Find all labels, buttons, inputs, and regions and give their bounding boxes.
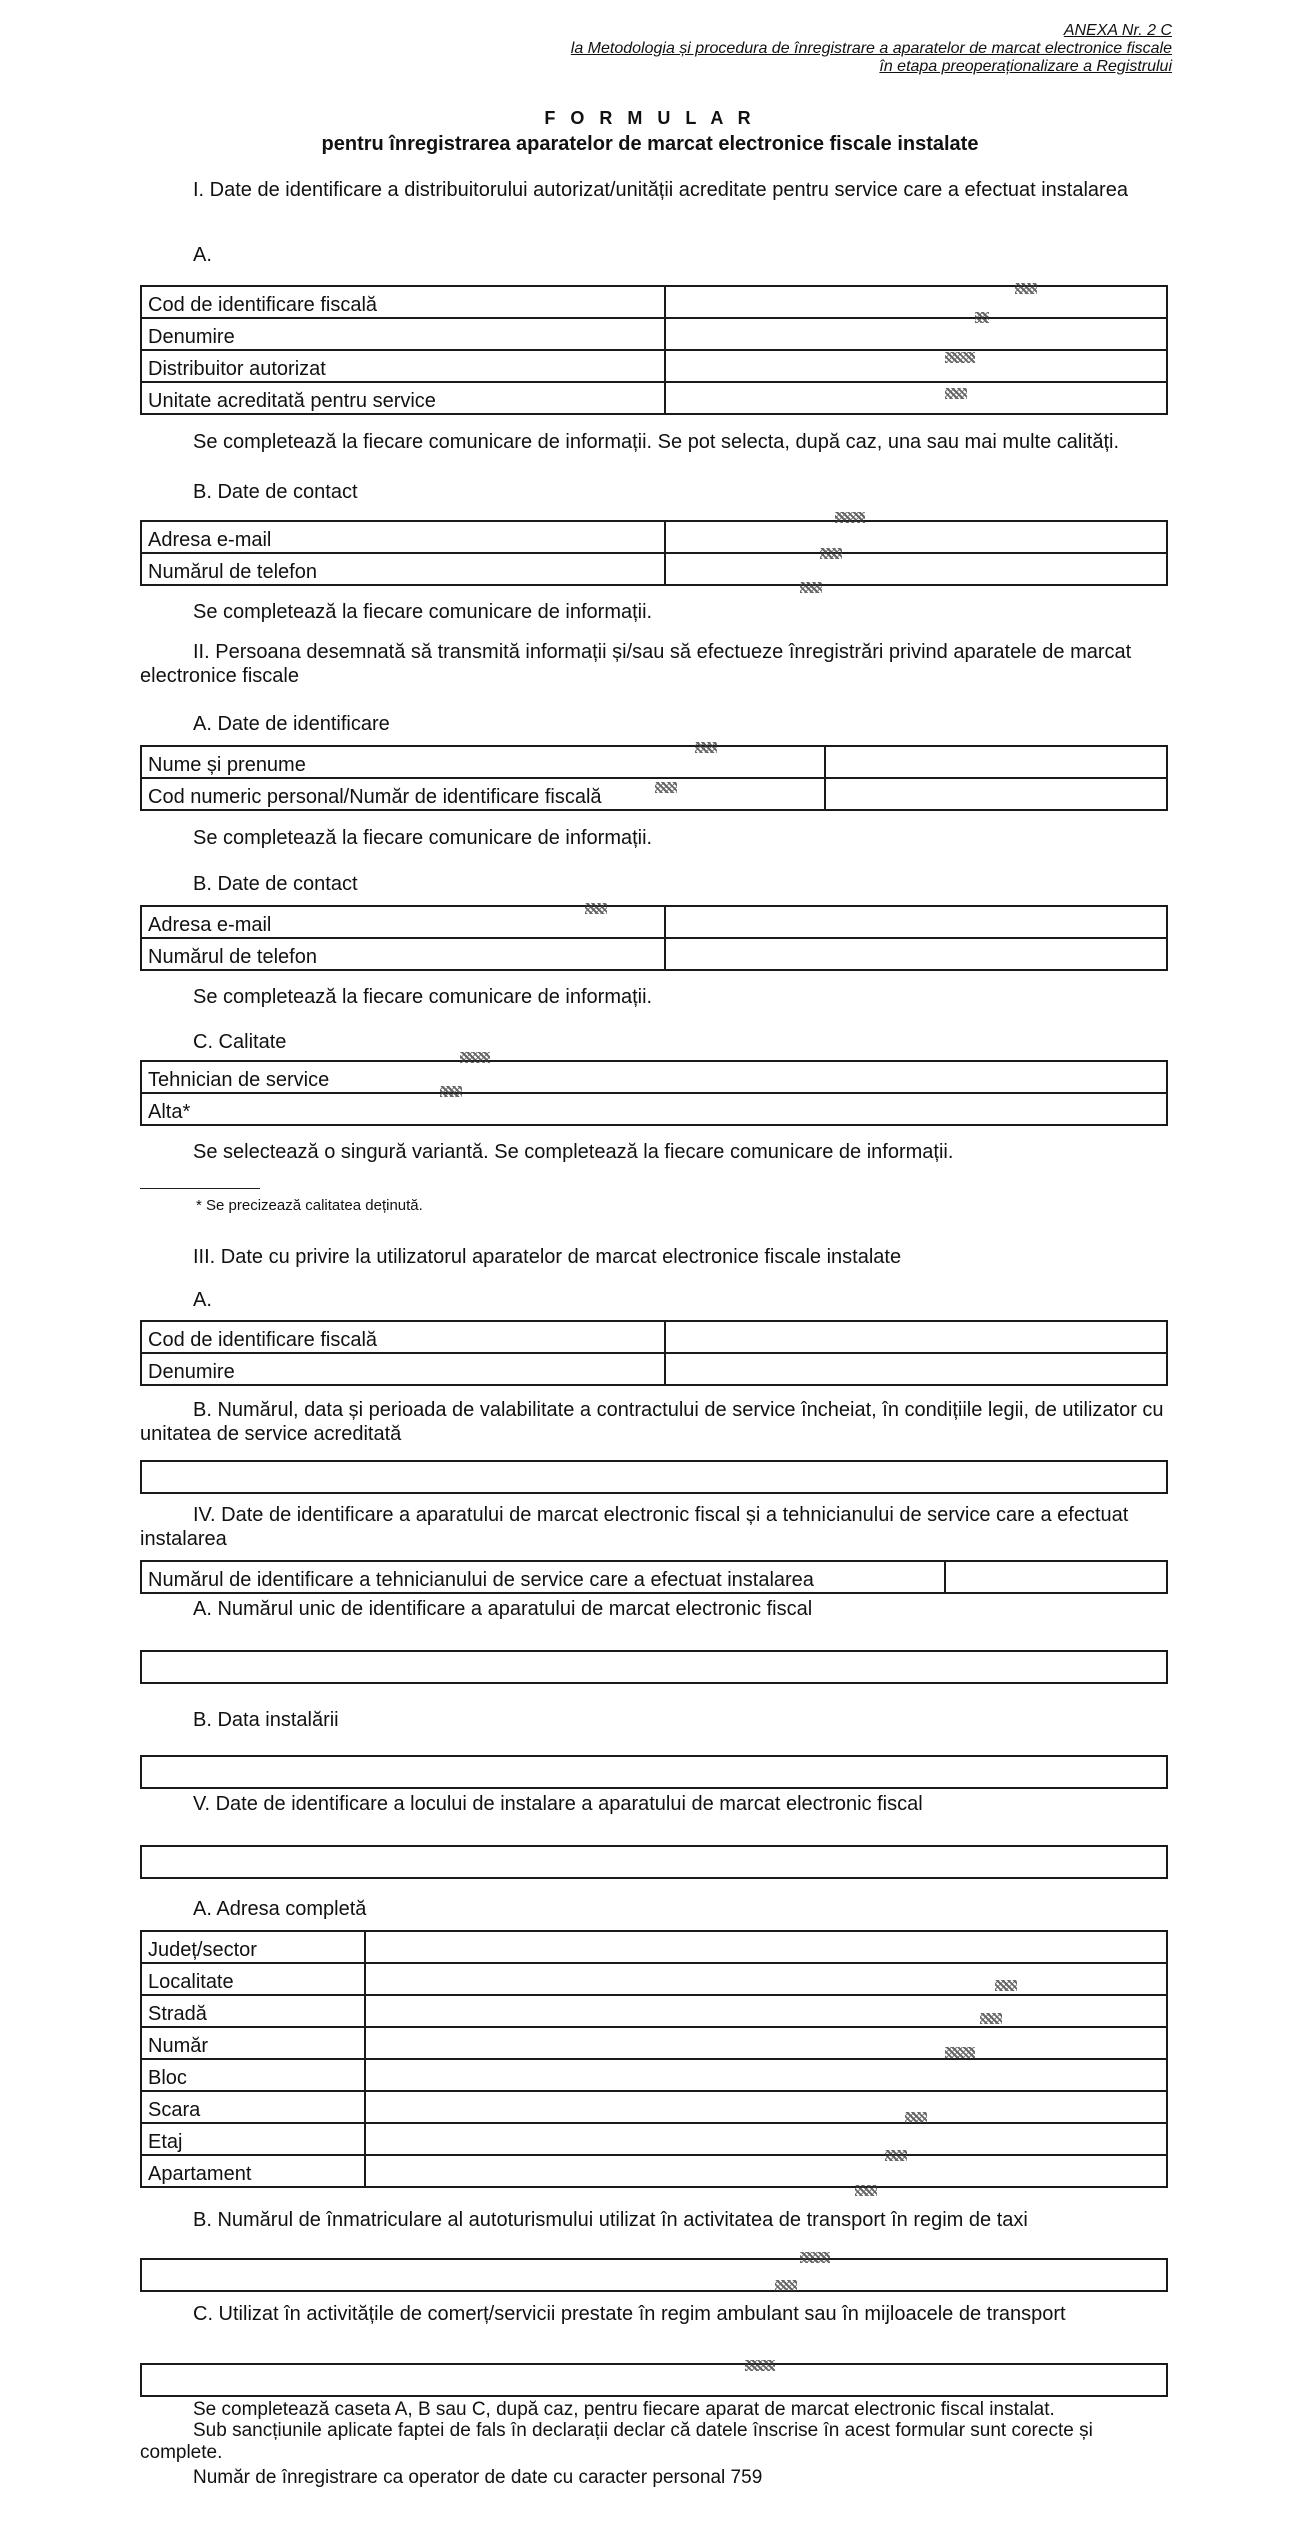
scan-speckle (980, 2013, 1002, 2024)
technician-id-table (140, 1560, 1168, 1594)
scan-speckle (1015, 283, 1037, 294)
floor-label: Etaj (141, 2123, 365, 2155)
service-technician-option[interactable]: Tehnician de service (141, 1061, 1167, 1093)
person-phone-field[interactable] (665, 938, 1167, 970)
scan-speckle (945, 2047, 975, 2058)
street-label: Stradă (141, 1995, 365, 2027)
apartment-label: Apartament (141, 2155, 365, 2187)
section-3b-label: B. Numărul, data și perioada de valabilitate a contractului de service încheiat, în condițiile legii, de utilizator cu unitatea de service acreditată (140, 1399, 1164, 1445)
section-4a-label: A. Numărul unic de identificare a aparatului de marcat electronic fiscal (193, 1598, 813, 1620)
authorized-distributor-label: Distribuitor autorizat (141, 350, 665, 382)
scan-speckle (695, 742, 717, 753)
personal-code-label: Cod numeric personal/Număr de identificare fiscală (141, 778, 825, 810)
installation-date-field[interactable] (140, 1755, 1168, 1789)
other-quality-option[interactable]: Alta* (141, 1093, 1167, 1125)
section-1-title: I. Date de identificare a distribuitorului autorizat/unității acreditate pentru service care a efectuat instalarea (193, 179, 1128, 201)
section-2b-note: Se completează la fiecare comunicare de informații. (193, 986, 653, 1008)
person-email-field[interactable] (665, 906, 1167, 938)
user-name-label: Denumire (141, 1353, 665, 1385)
county-label: Județ/sector (141, 1931, 365, 1963)
person-email-label: Adresa e-mail (141, 906, 665, 938)
closing-instruction: Se completează caseta A, B sau C, după caz, pentru fiecare aparat de marcat electronic fiscal instalat. (193, 2399, 1055, 2420)
email-field[interactable] (665, 521, 1167, 553)
device-id-field[interactable] (140, 1650, 1168, 1684)
scan-speckle (460, 1052, 490, 1063)
number-field[interactable] (365, 2027, 1167, 2059)
scan-speckle (655, 782, 677, 793)
county-field[interactable] (365, 1931, 1167, 1963)
annex-number: ANEXA Nr. 2 C (1063, 22, 1172, 39)
closing-declaration: Sub sancțiunile aplicate faptei de fals în declarații declar că datele înscrise în acest formular sunt corecte și complete. (140, 2420, 1093, 2463)
user-identification-table (140, 1320, 1168, 1386)
section-1a-note: Se completează la fiecare comunicare de informații. Se pot selecta, după caz, una sau mai multe calități. (193, 431, 1120, 453)
designated-person-contact-table (140, 905, 1168, 971)
floor-field[interactable] (365, 2123, 1167, 2155)
scan-speckle (905, 2112, 927, 2123)
scan-speckle (975, 312, 989, 323)
footnote-divider (140, 1188, 260, 1189)
fiscal-code-field[interactable] (665, 286, 1167, 318)
section-4-title: IV. Date de identificare a aparatului de marcat electronic fiscal și a tehnicianului de service care a efectuat instalarea (140, 1504, 1129, 1550)
distributor-identification-table (140, 285, 1168, 415)
form-subtitle: pentru înregistrarea aparatelor de marcat electronice fiscale instalate (321, 133, 979, 155)
section-2a-label: A. Date de identificare (193, 713, 390, 735)
service-unit-field[interactable] (665, 382, 1167, 414)
full-name-field[interactable] (825, 746, 1167, 778)
scan-speckle (835, 512, 865, 523)
taxi-registration-field[interactable] (140, 2258, 1168, 2292)
scan-speckle (800, 2252, 830, 2263)
footnote: * Se precizează calitatea deținută. (196, 1197, 423, 1214)
section-5-title: V. Date de identificare a locului de instalare a aparatului de marcat electronic fiscal (193, 1793, 923, 1815)
person-phone-label: Numărul de telefon (141, 938, 665, 970)
form-title: F O R M U L A R (544, 108, 756, 128)
user-fiscal-code-label: Cod de identificare fiscală (141, 1321, 665, 1353)
section-5a-label: A. Adresa completă (193, 1898, 367, 1920)
scan-speckle (440, 1086, 462, 1097)
user-name-field[interactable] (665, 1353, 1167, 1385)
scan-speckle (855, 2185, 877, 2196)
name-label: Denumire (141, 318, 665, 350)
street-field[interactable] (365, 1995, 1167, 2027)
data-operator-number: Număr de înregistrare ca operator de date cu caracter personal 759 (193, 2467, 763, 2488)
service-unit-label: Unitate acreditată pentru service (141, 382, 665, 414)
block-label: Bloc (141, 2059, 365, 2091)
scan-speckle (585, 903, 607, 914)
block-field[interactable] (365, 2059, 1167, 2091)
locality-field[interactable] (365, 1963, 1167, 1995)
section-1b-note: Se completează la fiecare comunicare de informații. (193, 601, 653, 623)
scan-speckle (820, 548, 842, 559)
designated-person-id-table (140, 745, 1168, 811)
section-2b-label: B. Date de contact (193, 873, 358, 895)
locality-label: Localitate (141, 1963, 365, 1995)
full-name-label: Nume și prenume (141, 746, 825, 778)
section-3-title: III. Date cu privire la utilizatorul aparatelor de marcat electronice fiscale instalate (193, 1246, 902, 1268)
user-fiscal-code-field[interactable] (665, 1321, 1167, 1353)
scan-speckle (885, 2150, 907, 2161)
scan-speckle (775, 2280, 797, 2291)
section-2c-note: Se selectează o singură variantă. Se completează la fiecare comunicare de informații. (193, 1141, 954, 1163)
staircase-label: Scara (141, 2091, 365, 2123)
phone-field[interactable] (665, 553, 1167, 585)
apartment-field[interactable] (365, 2155, 1167, 2187)
personal-code-field[interactable] (825, 778, 1167, 810)
phone-label: Numărul de telefon (141, 553, 665, 585)
authorized-distributor-field[interactable] (665, 350, 1167, 382)
email-label: Adresa e-mail (141, 521, 665, 553)
methodology-reference: la Metodologia și procedura de înregistrare a aparatelor de marcat electronice fiscale (570, 40, 1172, 57)
distributor-contact-table (140, 520, 1168, 586)
methodology-reference-cont: în etapa preoperaționalizare a Registrului (879, 58, 1172, 75)
mobile-activity-field[interactable] (140, 2363, 1168, 2397)
section-2-title: II. Persoana desemnată să transmită informații și/sau să efectueze înregistrări privind aparatele de marcat electronice fiscale (140, 641, 1132, 687)
fiscal-code-label: Cod de identificare fiscală (141, 286, 665, 318)
scan-speckle (745, 2360, 775, 2371)
staircase-field[interactable] (365, 2091, 1167, 2123)
section-2a-note: Se completează la fiecare comunicare de informații. (193, 827, 653, 849)
installation-place-field[interactable] (140, 1845, 1168, 1879)
number-label: Număr (141, 2027, 365, 2059)
section-3a-label: A. (193, 1289, 212, 1311)
section-2c-label: C. Calitate (193, 1031, 287, 1053)
quality-table (140, 1060, 1168, 1126)
technician-id-label: Numărul de identificare a tehnicianului de service care a efectuat instalarea (141, 1561, 945, 1593)
scan-speckle (945, 352, 975, 363)
name-field[interactable] (665, 318, 1167, 350)
scan-speckle (995, 1980, 1017, 1991)
section-5c-label: C. Utilizat în activitățile de comerț/servicii prestate în regim ambulant sau în mijloacele de transport (193, 2303, 1066, 2325)
section-1b-label: B. Date de contact (193, 481, 358, 503)
technician-id-field[interactable] (945, 1561, 1167, 1593)
scan-speckle (945, 388, 967, 399)
address-table (140, 1930, 1168, 2188)
service-contract-field[interactable] (140, 1460, 1168, 1494)
section-1a-label: A. (193, 244, 212, 266)
scan-speckle (800, 582, 822, 593)
section-5b-label: B. Numărul de înmatriculare al autoturismului utilizat în activitatea de transport în regim de taxi (193, 2209, 1028, 2231)
section-4b-label: B. Data instalării (193, 1709, 339, 1731)
